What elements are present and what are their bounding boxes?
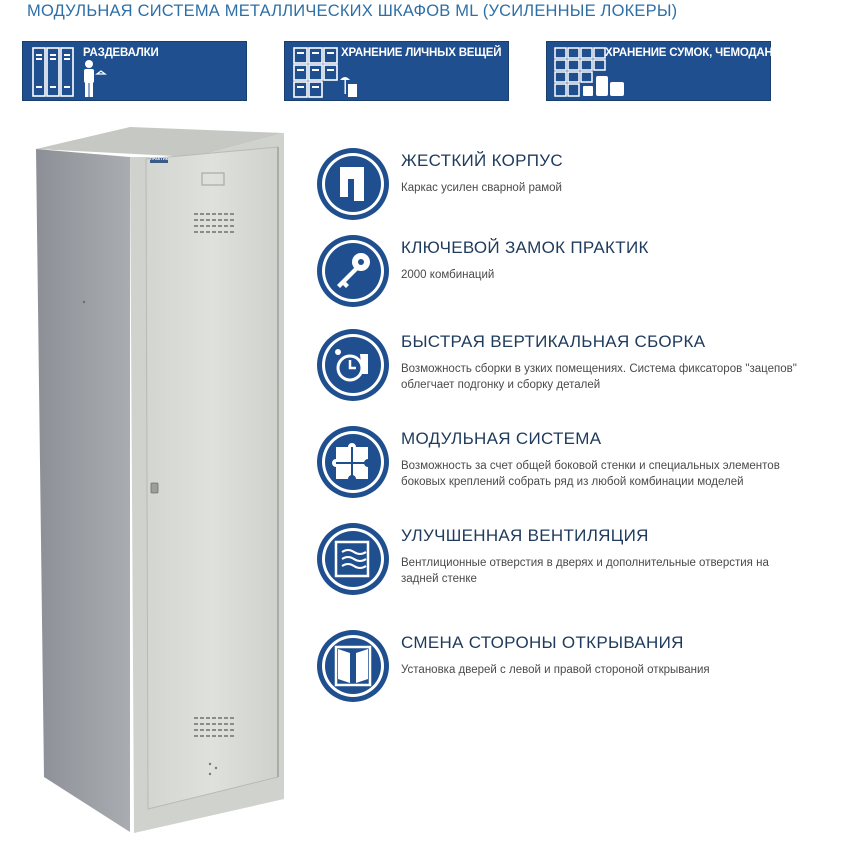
banner-changing-rooms (22, 41, 247, 101)
banner-label: РАЗДЕВАЛКИ (83, 47, 159, 59)
door-swap-icon (316, 629, 390, 703)
key-icon (316, 234, 390, 308)
feature-desc: Возможность за счет общей боковой стенки и специальных элементов боковых креплений собрать ряд из любой комбинации моделей (401, 460, 780, 488)
feature-door-side (316, 629, 836, 719)
feature-desc: Вентлиционные отверстия в дверях и дополнительные отверстия на задней стенке (401, 557, 769, 585)
feature-title: МОДУЛЬНАЯ СИСТЕМА (401, 429, 602, 448)
feature-quick-assembly (316, 328, 836, 418)
feature-desc: Установка дверей с левой и правой стороной открывания (401, 664, 710, 676)
puzzle-icon (316, 425, 390, 499)
feature-desc: 2000 комбинаций (401, 269, 495, 281)
feature-title: БЫСТРАЯ ВЕРТИКАЛЬНАЯ СБОРКА (401, 332, 706, 351)
locker-illustration (34, 127, 290, 837)
feature-title: УЛУЧШЕННАЯ ВЕНТИЛЯЦИЯ (401, 526, 649, 545)
feature-title: ЖЕСТКИЙ КОРПУС (401, 151, 563, 170)
locker-brand: ПРАКТИК (149, 156, 169, 161)
feature-title: СМЕНА СТОРОНЫ ОТКРЫВАНИЯ (401, 633, 684, 652)
feature-ventilation (316, 522, 836, 612)
feature-desc: Каркас усилен сварной рамой (401, 182, 562, 194)
feature-title: КЛЮЧЕВОЙ ЗАМОК ПРАКТИК (401, 238, 649, 257)
quick-assembly-icon (316, 328, 390, 402)
feature-rigid-body (316, 147, 836, 237)
banner-label: ХРАНЕНИЕ ЛИЧНЫХ ВЕЩЕЙ (341, 47, 502, 59)
page-title: МОДУЛЬНАЯ СИСТЕМА МЕТАЛЛИЧЕСКИХ ШКАФОВ ML (УСИЛЕННЫЕ ЛОКЕРЫ) (27, 2, 678, 20)
banner-label: ХРАНЕНИЕ СУМОК, ЧЕМОДАНОВ (605, 47, 790, 59)
banner-bags-storage (546, 41, 790, 101)
frame-profile-icon (316, 147, 390, 221)
feature-key-lock (316, 234, 836, 324)
feature-modular-system (316, 425, 836, 515)
feature-desc: Возможность сборки в узких помещениях. Система фиксаторов "зацепов" облегчает подгонку и сборку деталей (401, 363, 797, 391)
banner-personal-storage (284, 41, 509, 101)
ventilation-icon (316, 522, 390, 596)
